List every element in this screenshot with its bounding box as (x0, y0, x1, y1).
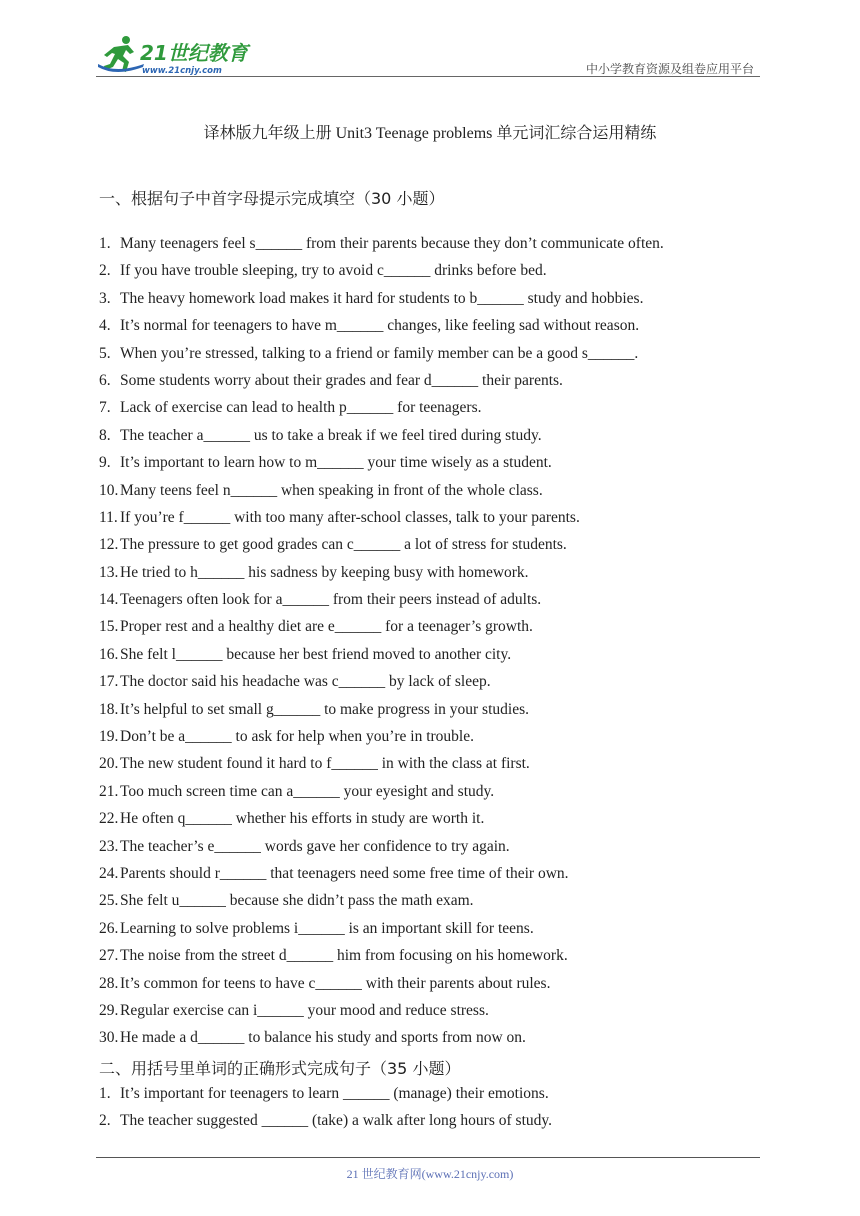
section1-items (99, 230, 779, 1052)
question-text: The new student found it hard to f______ in with the class at first. (120, 755, 530, 773)
logo-text: 21世纪教育 (140, 41, 248, 65)
document-title: 译林版九年级上册 Unit3 Teenage problems 单元词汇综合运用精练 (203, 125, 657, 142)
question-item (99, 449, 779, 476)
section2-items (99, 1080, 779, 1135)
question-text: She felt l______ because her best friend moved to another city. (120, 645, 512, 663)
question-item (99, 942, 779, 969)
question-item (99, 613, 779, 640)
question-number: 13. (99, 563, 119, 581)
question-text: He made a d______ to balance his study and sports from now on. (120, 1029, 526, 1047)
page-header (96, 34, 760, 78)
question-item (99, 1107, 779, 1134)
question-item (99, 887, 779, 914)
question-number: 11. (99, 508, 118, 526)
question-number: 2. (99, 262, 111, 280)
question-text: Teenagers often look for a______ from their peers instead of adults. (120, 591, 542, 609)
question-text: If you’re f______ with too many after-school classes, talk to your parents. (120, 508, 580, 526)
question-item (99, 422, 779, 449)
question-number: 19. (99, 728, 119, 746)
question-text: It’s normal for teenagers to have m______ changes, like feeling sad without reason. (120, 317, 640, 335)
question-text: The pressure to get good grades can c______ a lot of stress for students. (120, 536, 567, 554)
question-number: 14. (99, 591, 119, 609)
question-item (99, 1080, 779, 1107)
question-text: She felt u______ because she didn’t pass the math exam. (120, 892, 474, 910)
question-number: 8. (99, 426, 111, 444)
question-text: Too much screen time can a______ your eyesight and study. (120, 782, 495, 800)
question-item (99, 696, 779, 723)
question-item (99, 394, 779, 421)
question-text: He tried to h______ his sadness by keeping busy with homework. (120, 563, 529, 581)
question-text: It’s important to learn how to m______ your time wisely as a student. (120, 454, 552, 472)
question-text: Proper rest and a healthy diet are e______ for a teenager’s growth. (120, 618, 533, 636)
question-number: 15. (99, 618, 119, 636)
question-number: 16. (99, 645, 119, 663)
question-item (99, 257, 779, 284)
question-text: It’s important for teenagers to learn ______ (manage) their emotions. (120, 1085, 549, 1102)
question-text: The doctor said his headache was c______ by lack of sleep. (120, 673, 491, 691)
question-text: The teacher’s e______ words gave her confidence to try again. (120, 837, 510, 855)
question-item (99, 504, 779, 531)
question-text: Regular exercise can i______ your mood and reduce stress. (120, 1001, 489, 1019)
question-text: Some students worry about their grades and fear d______ their parents. (120, 371, 563, 389)
question-number: 27. (99, 947, 119, 965)
footer-divider (96, 1157, 760, 1158)
question-text: Many teenagers feel s______ from their parents because they don’t communicate often. (120, 235, 664, 252)
question-item (99, 312, 779, 339)
question-number: 5. (99, 344, 111, 362)
question-item (99, 833, 779, 860)
question-item (99, 230, 779, 257)
question-number: 7. (99, 399, 111, 417)
question-number: 1. (99, 1085, 111, 1102)
question-number: 17. (99, 673, 119, 691)
question-text: The teacher a______ us to take a break if we feel tired during study. (120, 426, 542, 444)
question-item (99, 805, 779, 832)
question-item (99, 586, 779, 613)
question-number: 22. (99, 810, 119, 828)
question-number: 9. (99, 454, 111, 472)
question-number: 2. (99, 1112, 111, 1130)
question-item (99, 970, 779, 997)
section1-heading: 一、根据句子中首字母提示完成填空（30 小题） (99, 189, 445, 208)
question-number: 1. (99, 235, 111, 252)
question-item (99, 285, 779, 312)
logo-url: www.21cnjy.com (142, 66, 222, 76)
question-text: He often q______ whether his efforts in study are worth it. (120, 810, 485, 828)
question-text: The noise from the street d______ him from focusing on his homework. (120, 947, 568, 965)
question-number: 4. (99, 317, 111, 335)
question-number: 3. (99, 289, 111, 307)
question-item (99, 668, 779, 695)
header-divider (96, 76, 760, 77)
question-number: 25. (99, 892, 119, 910)
question-number: 23. (99, 837, 119, 855)
question-text: Many teens feel n______ when speaking in front of the whole class. (120, 481, 543, 499)
question-number: 6. (99, 371, 111, 389)
question-item (99, 778, 779, 805)
question-number: 18. (99, 700, 119, 718)
question-item (99, 559, 779, 586)
header-platform-text: 中小学教育资源及组卷应用平台 (585, 62, 754, 76)
question-text: It’s helpful to set small g______ to make progress in your studies. (120, 700, 529, 718)
question-item (99, 997, 779, 1024)
question-item (99, 723, 779, 750)
question-text: When you’re stressed, talking to a friend or family member can be a good s______. (120, 344, 639, 362)
question-text: The heavy homework load makes it hard for students to b______ study and hobbies. (120, 289, 644, 307)
question-item (99, 641, 779, 668)
question-item (99, 531, 779, 558)
question-item (99, 477, 779, 504)
question-text: Don’t be a______ to ask for help when you’re in trouble. (120, 728, 474, 746)
question-number: 24. (99, 864, 119, 882)
question-text: Parents should r______ that teenagers need some free time of their own. (120, 864, 569, 882)
question-item (99, 1024, 779, 1051)
question-number: 12. (99, 536, 119, 554)
site-logo (96, 34, 266, 76)
question-number: 30. (99, 1029, 119, 1047)
question-item (99, 340, 779, 367)
question-text: It’s common for teens to have c______ with their parents about rules. (120, 974, 551, 992)
question-text: If you have trouble sleeping, try to avoid c______ drinks before bed. (120, 262, 547, 280)
question-number: 26. (99, 919, 119, 937)
runner-icon (98, 36, 144, 72)
question-text: The teacher suggested ______ (take) a walk after long hours of study. (120, 1112, 552, 1130)
footer-text: 21 世纪教育网(www.21cnjy.com) (346, 1167, 514, 1181)
question-item (99, 750, 779, 777)
question-number: 20. (99, 755, 119, 773)
question-number: 28. (99, 974, 119, 992)
question-item (99, 367, 779, 394)
question-text: Learning to solve problems i______ is an important skill for teens. (120, 919, 534, 937)
question-item (99, 915, 779, 942)
question-text: Lack of exercise can lead to health p______ for teenagers. (120, 399, 482, 417)
question-number: 21. (99, 782, 119, 800)
question-number: 10. (99, 481, 119, 499)
section2-heading: 二、用括号里单词的正确形式完成句子（35 小题） (99, 1059, 461, 1078)
question-number: 29. (99, 1001, 119, 1019)
question-item (99, 860, 779, 887)
